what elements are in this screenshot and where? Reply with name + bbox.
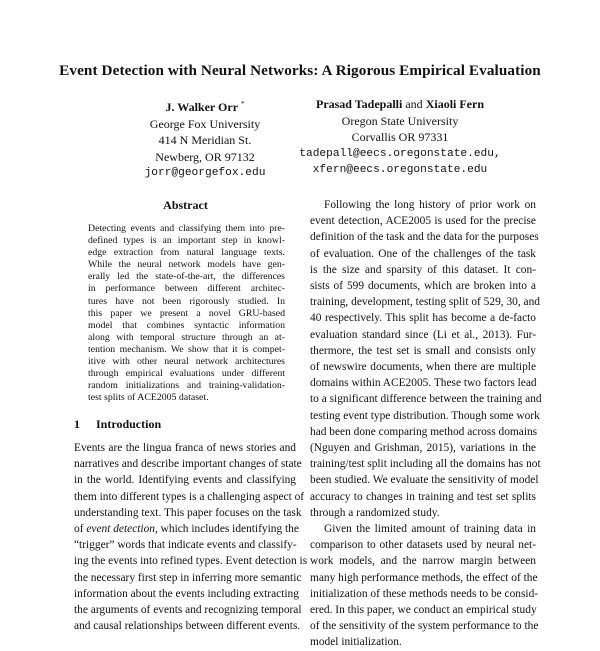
section-title: Introduction [96, 417, 162, 431]
text-line: tures have not been rigorously studied. In [88, 295, 285, 307]
author-name [120, 96, 290, 116]
author-affiliation: George Fox University [149, 116, 261, 131]
text-line: Following the long history of prior work on [324, 199, 536, 211]
author-email: xfern@eecs.oregonstate.edu [312, 164, 488, 177]
right-column-paragraph-2 [310, 521, 539, 651]
paper-title: Event Detection with Neural Networks: A Rigorous Empirical Evaluation [59, 62, 541, 79]
text-line: in performance between different architec- [88, 283, 285, 295]
right-column-paragraph-1 [310, 197, 542, 521]
text-line: (Nguyen and Grishman, 2015), variations in the [310, 442, 536, 455]
text-line: 40 respectively. This split has become a de-facto [310, 312, 536, 325]
text-line: test splits of ACE2005 dataset. [88, 392, 209, 404]
text-line: While the neural network models have gen- [88, 259, 285, 271]
text-line: initialization of these methods needs to be consid- [310, 587, 539, 600]
author-address-line: Corvallis OR 97331 [351, 130, 449, 145]
text-line: training/test split including all the domains has not [310, 458, 541, 471]
section-heading-introduction [74, 417, 161, 432]
footnote-mark: * [241, 100, 245, 108]
text-line: many high performance methods, the effect of the [310, 571, 538, 584]
text-line: to a significant difference between the training and [310, 393, 542, 406]
text-line: erally led the state-of-the-art, the differences [88, 271, 285, 283]
text-line: Given the limited amount of training data in [324, 523, 536, 535]
abstract-text [88, 223, 285, 404]
text-line: sists of 599 documents, which are broken into a [310, 280, 536, 293]
author-name-text: J. Walker Orr [165, 100, 239, 114]
author-name-text: Prasad Tadepalli [315, 97, 403, 111]
text-line: Detecting events and classifying them into pre- [88, 223, 285, 234]
author-block-orr [120, 96, 290, 182]
text-line: through a randomized study. [310, 506, 440, 519]
text-line: them into different types is a challenging aspect of [74, 490, 305, 503]
text-line: evaluation standard since (Li et al., 2013). Fur- [310, 328, 536, 341]
italic-term: event detection [86, 523, 155, 536]
text-line: the arguments of events and recognizing temporal [74, 604, 302, 617]
text-line: event detection, ACE2005 is used for the precise [310, 215, 536, 228]
text-line: testing event type distribution. Though some work [310, 409, 540, 422]
abstract-heading: Abstract [163, 198, 208, 212]
author-name-text: Xiaoli Fern [425, 97, 485, 111]
text-line: tention mechanism. We show that it is compet- [88, 343, 285, 355]
text-line: of newswire documents, when there are multiple [310, 361, 536, 374]
text-line: comparison to other datasets used by neural net- [310, 539, 536, 552]
text-line: work models, and the narrow margin between [310, 555, 536, 568]
text-line: domains within ACE2005. These two factors lead [310, 377, 537, 390]
text-line: and causal relationships between different events. [74, 620, 301, 633]
text-line: itive with other neural network architectures [88, 356, 285, 368]
text-line: information about the events including extracting [74, 587, 299, 600]
author-conjunction: and [402, 97, 426, 111]
text-line: had been done comparing method across domains [310, 425, 538, 438]
intro-paragraph [74, 440, 308, 634]
text-line: definition of the task and the data for the purposes [310, 231, 539, 244]
author-email: jorr@georgefox.edu [144, 167, 266, 180]
text-line: model that combines syntactic information [88, 319, 285, 331]
text-line: “trigger” words that indicate events and classify- [74, 539, 297, 552]
text-line: in the world. Identifying events and classifying [74, 474, 296, 487]
author-address-line: Newberg, OR 97132 [155, 149, 255, 164]
author-email: tadepall@eecs.oregonstate.edu, [299, 147, 501, 160]
text-line: of the sensitivity of the system performance to the [310, 620, 539, 633]
text-line: of evaluation. One of the challenges of the task [310, 247, 536, 260]
text-line: the necessary first step in inferring more semantic [74, 571, 302, 584]
text-line: this paper we present a novel GRU-based [88, 307, 285, 319]
text-line: been studied. We evaluate the sensitivity of model [310, 474, 539, 487]
text-line: random initializations and training-validation- [88, 380, 285, 392]
section-number: 1 [74, 417, 80, 431]
text-line: edge extraction from natural language texts. [88, 247, 285, 259]
text-line: ing the events into refined types. Event detection is [74, 555, 308, 568]
text-line: of event detection, which includes identifying the [74, 523, 299, 536]
text-line: is the size and sparsity of this dataset. It con- [310, 263, 536, 276]
text-line: narratives and describe important changes of state [74, 458, 302, 471]
author-block-tadepalli-fern [290, 96, 510, 179]
text-line: understanding text. This paper focuses on the task [74, 506, 302, 519]
text-line: accuracy to changes in training and test set splits [310, 490, 536, 503]
author-names [290, 96, 510, 113]
text-line: ered. In this paper, we conduct an empirical study [310, 604, 537, 617]
text-line: Events are the lingua franca of news stories and [74, 442, 296, 454]
text-line: thermore, the test set is small and consists only [310, 344, 536, 357]
text-line: through empirical evaluations under different [88, 368, 285, 380]
author-address-line: 414 N Meridian St. [158, 133, 252, 148]
text-line: defined types is an important step in knowl- [88, 235, 285, 247]
text-line: model initialization. [310, 636, 402, 649]
text-line: along with temporal structure through an at- [88, 331, 285, 343]
author-affiliation: Oregon State University [341, 113, 459, 128]
text-line: training, development, testing split of 529, 30, and [310, 296, 540, 309]
